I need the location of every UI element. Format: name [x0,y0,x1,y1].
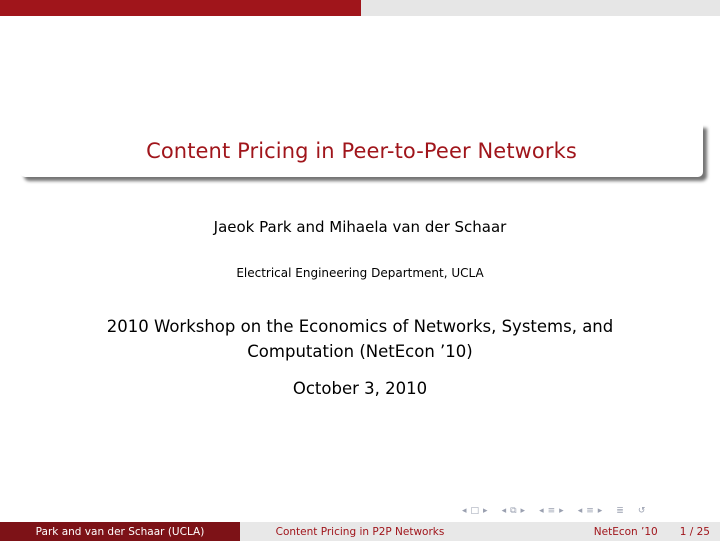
event-line-1: 2010 Workshop on the Economics of Networks, Systems, and [106,317,614,336]
title-box [20,124,703,177]
subsection-icon[interactable]: ⧉ [510,506,517,516]
align-icon[interactable]: ≣ [616,506,624,516]
footer-title: Content Pricing in P2P Networks [240,522,480,541]
slide-title: Content Pricing in Peer-to-Peer Networks [146,138,577,163]
search-icon[interactable]: ↺ [637,506,646,516]
nav-left-icon[interactable]: ◂ [539,506,544,516]
section-icon[interactable]: ≡ [547,506,556,516]
nav-right-icon[interactable]: ▸ [483,506,488,516]
frame-icon[interactable]: □ [470,506,480,516]
header-section-inactive [361,0,720,16]
nav-left-icon[interactable]: ◂ [577,506,583,516]
nav-right-icon[interactable]: ▸ [520,506,526,516]
footer [0,522,720,541]
nav-left-icon[interactable]: ◂ [462,506,467,516]
date: October 3, 2010 [292,379,428,398]
header-bar [0,0,720,16]
navigation-symbols [462,504,645,518]
header-section-active [0,0,361,16]
authors: Jaeok Park and Mihaela van der Schaar [213,218,507,236]
nav-left-icon[interactable]: ◂ [501,506,507,516]
nav-right-icon[interactable]: ▸ [559,506,564,516]
nav-right-icon[interactable]: ▸ [597,506,603,516]
document-icon[interactable]: ≡ [586,506,594,516]
institute: Electrical Engineering Department, UCLA [236,266,484,280]
footer-conference: NetEcon ’10 [593,525,658,538]
event [60,314,660,364]
event-line-2: Computation (NetEcon ’10) [247,342,473,361]
footer-author: Park and van der Schaar (UCLA) [0,522,240,541]
footer-right [480,522,720,541]
footer-page-number: 1 / 25 [679,525,710,538]
